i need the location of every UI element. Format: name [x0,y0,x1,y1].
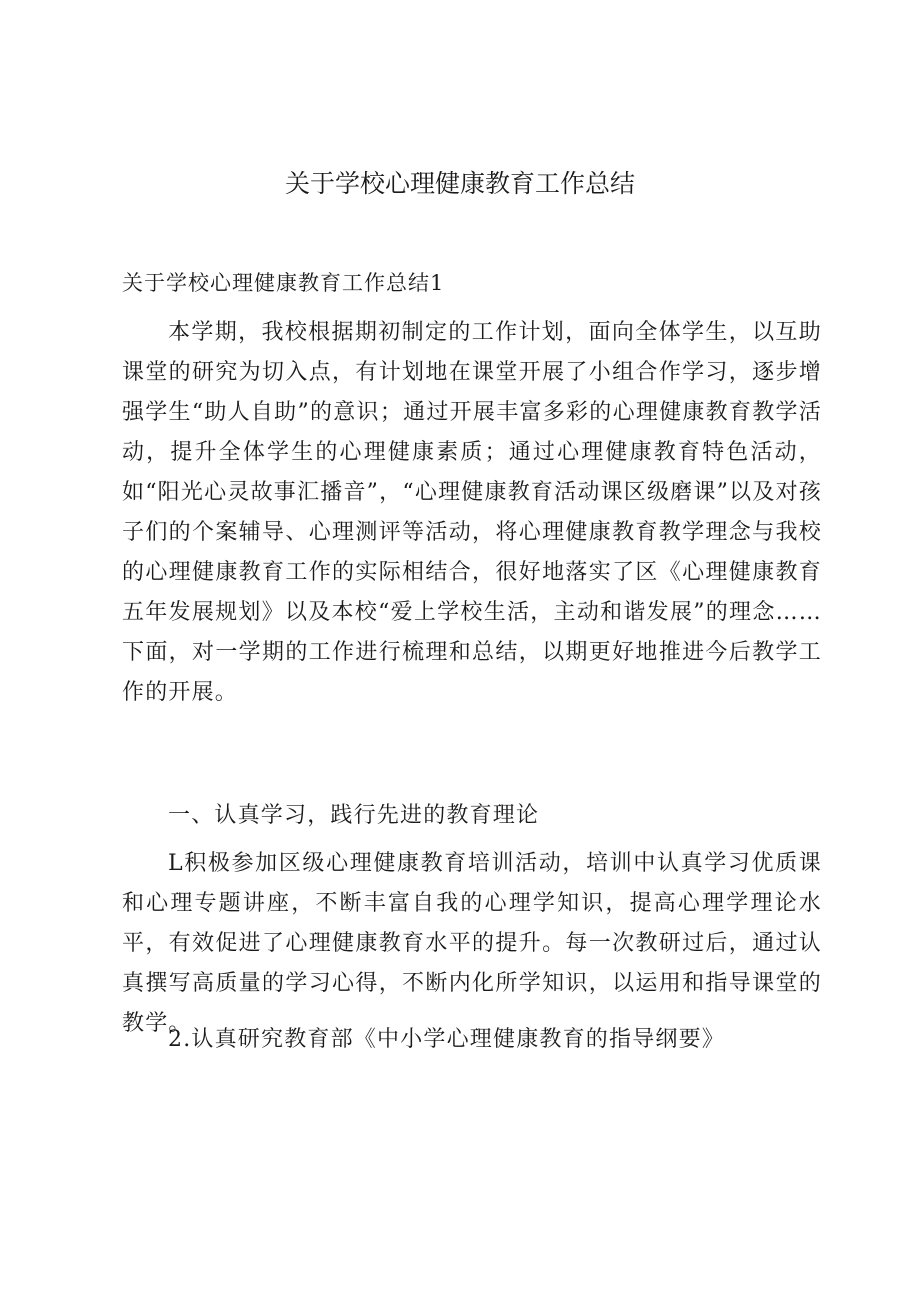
section-title: 关于学校心理健康教育工作总结1 [122,271,445,295]
document-title: 关于学校心理健康教育工作总结 [284,169,635,198]
intro-paragraph: 本学期，我校根据期初制定的工作计划，面向全体学生，以互助课堂的研究为切入点，有计划地在课堂开展了小组合作学习，逐步增强学生“助人自助”的意识；通过开展丰富多彩的心理健康教育教学活动，提升全体学生的心理健康素质；通过心理健康教育特色活动，如“阳光心灵故事汇播音”，“心理健康教育活动课区级磨课”以及对孩子们的个案辅导、心理测评等活动，将心理健康教育教学理念与我校的心理健康教育工作的实际相结合，很好地落实了区《心理健康教育五年发展规划》以及本校“爱上学校生活，主动和谐发展”的理念……下面，对一学期的工作进行梳理和总结，以期更好地推进今后教学工作的开展。 [122,320,822,705]
list-item-2-paragraph: 2.认真研究教育部《中小学心理健康教育的指导纲要》 [168,1027,725,1052]
list-item-1-paragraph: L积极参加区级心理健康教育培训活动，培训中认真学习优质课和心理专题讲座，不断丰富自我的心理学知识，提高心理学理论水平，有效促进了心理健康教育水平的提升。每一次教研过后，通过认真撰写高质量的学习心得，不断内化所学知识，以运用和指导课堂的教学。 [122,851,822,1036]
section-heading-1: 一、认真学习，践行先进的教育理论 [168,803,540,828]
